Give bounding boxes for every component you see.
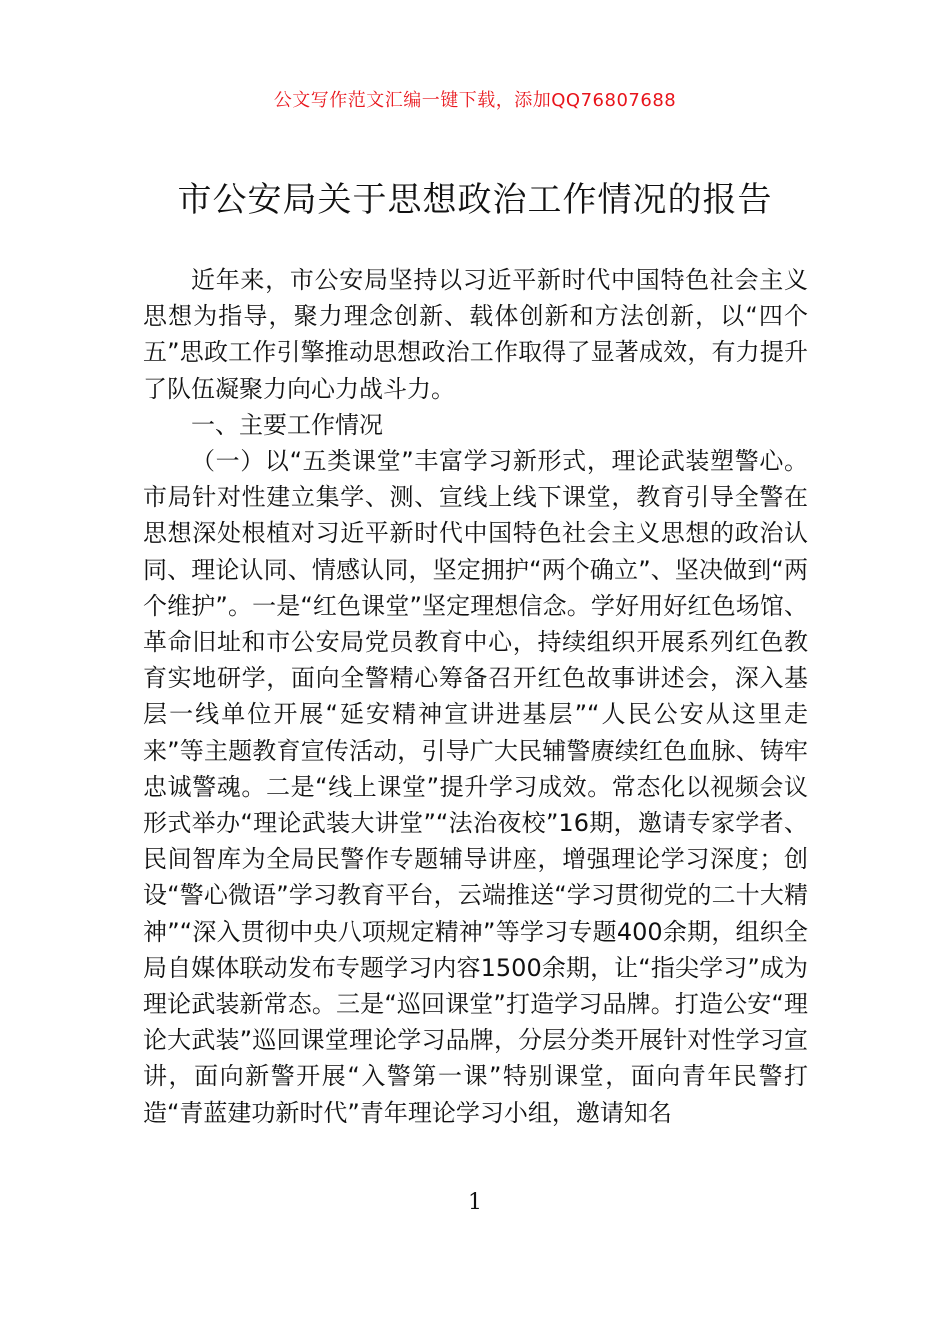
document-title: 市公安局关于思想政治工作情况的报告 <box>177 180 773 220</box>
section-heading: 一、主要工作情况 <box>191 410 383 439</box>
header-note: 公文写作范文汇编一键下载，添加QQ76807688 <box>273 90 677 111</box>
paragraph-section-1: （一）以“五类课堂”丰富学习新形式，理论武装塑警心。市局针对性建立集学、测、宣线上线下课堂，教育引导全警在思想深处根植对习近平新时代中国特色社会主义思想的政治认同、理论认同、情感认同，坚定拥护“两个确立”、坚决做到“两个维护”。一是“红色课堂”坚定理想信念。学好用好红色场馆、革命旧址和市公安局党员教育中心，持续组织开展系列红色教育实地研学，面向全警精心筹备召开红色故事讲述会，深入基层一线单位开展“延安精神宣讲进基层”“人民公安从这里走来”等主题教育宣传活动，引导广大民辅警赓续红色血脉、铸牢忠诚警魂。二是“线上课堂”提升学习成效。常态化以视频会议形式举办“理论武装大讲堂”“法治夜校”16期，邀请专家学者、民间智库为全局民警作专题辅导讲座，增强理论学习深度；创设“警心微语”学习教育平台，云端推送“学习贯彻党的二十大精神”“深入贯彻中央八项规定精神”等学习专题400余期，组织全局自媒体联动发布专题学习内容1500余期，让“指尖学习”成为理论武装新常态。三是“巡回课堂”打造学习品牌。打造公安“理论大武装”巡回课堂理论学习品牌，分层分类开展针对性学习宣讲，面向新警开展“入警第一课”特别课堂，面向青年民警打造“青蓝建功新时代”青年理论学习小组，邀请知名 <box>143 447 808 1127</box>
paragraph-intro: 近年来，市公安局坚持以习近平新时代中国特色社会主义思想为指导，聚力理念创新、载体创新和方法创新，以“四个五”思政工作引擎推动思想政治工作取得了显著成效，有力提升了队伍凝聚力向心力战斗力。 <box>143 266 808 403</box>
page-number: 1 <box>468 1190 482 1215</box>
document-body <box>143 262 808 1131</box>
